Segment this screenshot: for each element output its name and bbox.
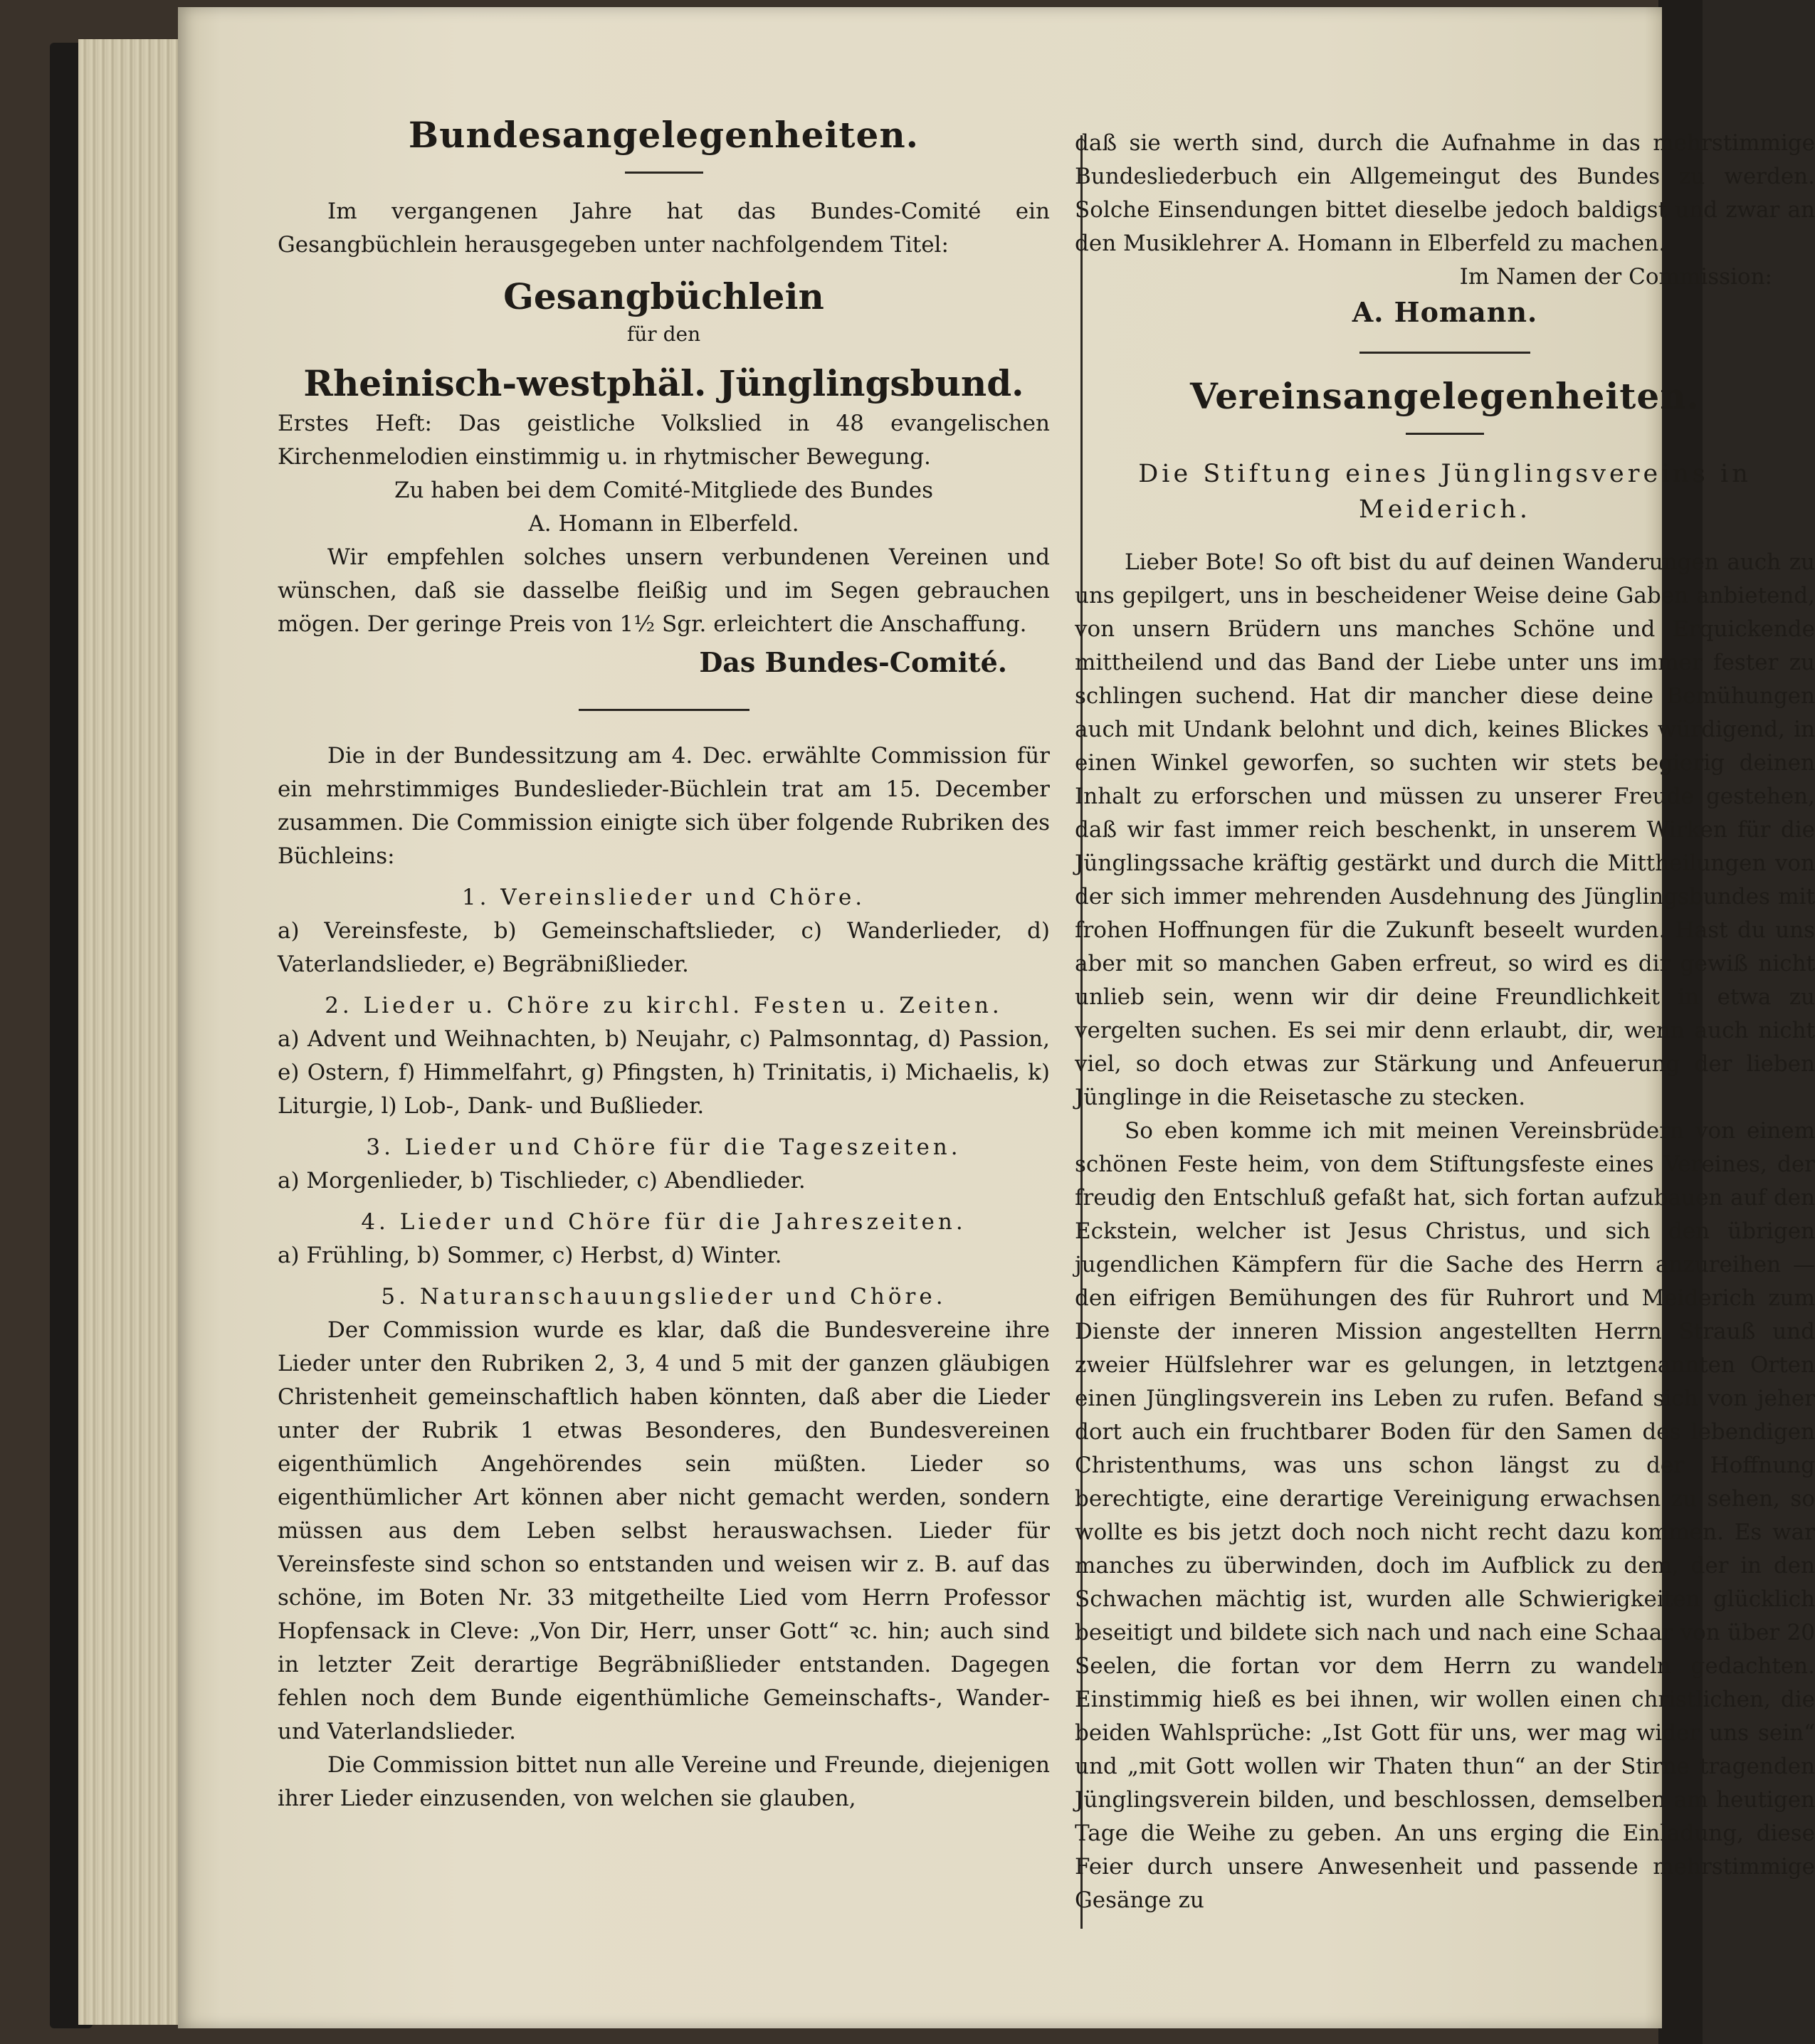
right-column: [1075, 127, 1815, 1917]
im-namen: Im Namen der Commission:: [1459, 264, 1772, 290]
book-title: Gesangbüchlein: [503, 275, 824, 317]
book-homann: A. Homann in Elberfeld.: [528, 511, 799, 537]
rubric-2-body: a) Advent und Weihnachten, b) Neujahr, c) Palmsonntag, d) Passion, e) Ostern, f) Himmelfahrt, g) Pfingsten, h) Trinitatis, i) Michaelis, k) Liturgie, l) Lob-, Dank- und Bußlieder.: [278, 1026, 1050, 1119]
rubric-1-body: a) Vereinsfeste, b) Gemeinschaftslieder, c) Wanderlieder, d) Vaterlandslieder, e) Begräbnißlieder.: [278, 918, 1050, 977]
article-heading: Die Stiftung eines Jünglingsvereins in Meiderich.: [1138, 460, 1752, 524]
intro-paragraph: Im vergangenen Jahre hat das Bundes-Comité ein Gesangbüchlein herausgegeben unter nachfolgendem Titel:: [278, 199, 1050, 258]
book-heft: Erstes Heft: Das geistliche Volkslied in 48 evangelischen Kirchenmelodien einstimmig u. in rhytmischer Bewegung.: [278, 411, 1050, 470]
page-edges: [78, 39, 185, 2025]
clear-paragraph: Der Commission wurde es klar, daß die Bundesvereine ihre Lieder unter den Rubriken 2, 3, 4 und 5 mit der ganzen gläubigen Christenheit gemeinschaftlich haben könnten, daß aber die Lieder unter der Rubrik 1 etwas Besonderes, den Bundesvereinen eigenthümlich Angehörendes sein müßten. Lieder so eigenthümlicher Art können aber nicht gemacht werden, sondern müssen aus dem Leben selbst herauswachsen. Lieder für Vereinsfeste sind schon so entstanden und weisen wir z. B. auf das schöne, im Boten Nr. 33 mitgetheilte Lied vom Herrn Professor Hopfensack in Cleve: „Von Dir, Herr, unser Gott“ ꝛc. hin; auch sind in letzter Zeit derartige Begräbnißlieder entstanden. Dagegen fehlen noch dem Bunde eigenthümliche Gemeinschafts-, Wander- und Vaterlandslieder.: [278, 1317, 1050, 1744]
recommend-paragraph: Wir empfehlen solches unsern verbundenen Vereinen und wünschen, daß sie dasselbe fleißig und im Segen gebrauchen mögen. Der geringe Preis von 1½ Sgr. erleichtert die Anschaffung.: [278, 544, 1050, 637]
section-rule-right: [1359, 352, 1530, 354]
rubric-3-heading: 3. Lieder und Chöre für die Tageszeiten.: [366, 1134, 962, 1160]
section-title-verein: Vereinsangelegenheiten.: [1190, 375, 1700, 417]
rubric-2-heading: 2. Lieder u. Chöre zu kirchl. Festen u. Zeiten.: [325, 993, 1003, 1018]
title-rule: [625, 172, 703, 174]
signature-homann: A. Homann.: [1352, 296, 1538, 328]
book-page: [178, 7, 1815, 2028]
continuation-paragraph: daß sie werth sind, durch die Aufnahme in das mehrstimmige Bundesliederbuch ein Allgemeingut des Bundes zu werden. Solche Einsendungen bittet dieselbe jedoch baldigst und zwar an den Musiklehrer A. Homann in Elberfeld zu machen.: [1075, 130, 1815, 256]
rubric-5-heading: 5. Naturanschauungslieder und Chöre.: [381, 1284, 947, 1310]
book-haben: Zu haben bei dem Comité-Mitgliede des Bundes: [394, 478, 934, 503]
book-bund: Rheinisch-westphäl. Jünglingsbund.: [303, 362, 1024, 404]
signature-comite: Das Bundes-Comité.: [699, 646, 1007, 678]
commission-paragraph: Die in der Bundessitzung am 4. Dec. erwählte Commission für ein mehrstimmiges Bundeslieder-Büchlein trat am 15. December zusammen. Die Commission einigte sich über folgende Rubriken des Büchleins:: [278, 743, 1050, 869]
article-paragraph-1: Lieber Bote! So oft bist du auf deinen Wanderungen auch zu uns gepilgert, uns in bescheidener Weise deine Gaben anbietend, von unsern Brüdern uns manches Schöne und Erquickende mittheilend und das Band der Liebe unter uns immer fester zu schlingen suchend. Hat dir mancher diese deine Bemühungen auch mit Undank belohnt und dich, keines Blickes würdigend, in einen Winkel geworfen, so suchten wir stets begierig deinen Inhalt zu erforschen und müssen zu unserer Freude gestehen, daß wir fast immer reich beschenkt, in unserem Wirken für die Jünglingssache kräftig gestärkt und durch die Mittheilungen von der sich immer mehrenden Ausdehnung des Jünglingsbundes mit frohen Hoffnungen für die Zukunft beseelt wurden. Hast du uns aber mit so manchen Gaben erfreut, so wird es dir gewiß nicht unlieb sein, wenn wir dir deine Freundlichkeit in etwa zu vergelten suchen. Es sei mir denn erlaubt, dir, wenn auch nicht viel, so doch etwas zur Stärkung und Anfeuerung der lieben Jünglinge in die Reisetasche zu stecken.: [1075, 549, 1815, 1110]
section-rule: [579, 709, 749, 711]
title-rule-right: [1406, 433, 1484, 435]
rubric-4-body: a) Frühling, b) Sommer, c) Herbst, d) Winter.: [278, 1243, 782, 1268]
rubric-4-heading: 4. Lieder und Chöre für die Jahreszeiten.: [361, 1209, 967, 1235]
section-title-bund: Bundesangelegenheiten.: [408, 114, 920, 156]
article-paragraph-2: So eben komme ich mit meinen Vereinsbrüdern von einem schönen Feste heim, von dem Stiftungsfeste eines Vereines, der freudig den Entschluß gefaßt hat, sich fortan aufzubauen auf den Eckstein, welcher ist Jesus Christus, und sich den übrigen jugendlichen Kämpfern für die Sache des Herrn anzureihen — den eifrigen Bemühungen des für Ruhrort und Meiderich zum Dienste der inneren Mission angestellten Herrn Strauß und zweier Hülfslehrer war es gelungen, in letztgenannten Orten einen Jünglingsverein ins Leben zu rufen. Befand sich von jeher dort auch ein fruchtbarer Boden für den Samen des lebendigen Christenthums, was uns schon längst zu der Hoffnung berechtigte, eine derartige Vereinigung erwachsen zu sehen, so wollte es bis jetzt doch noch nicht recht dazu kommen. Es war manches zu überwinden, doch im Aufblick zu dem, der in den Schwachen mächtig ist, wurden alle Schwierigkeiten glücklich beseitigt und bildete sich nach und nach eine Schaar von über 20 Seelen, die fortan vor dem Herrn zu wandeln gedachten. Einstimmig hieß es bei ihnen, wir wollen einen christlichen, die beiden Wahlsprüche: „Ist Gott für uns, wer mag wider uns sein“ und „mit Gott wollen wir Thaten thun“ an der Stirne tragenden Jünglingsverein bilden, und beschlossen, demselben am heutigen Tage die Weihe zu geben. An uns erging die Einladung, diese Feier durch unsere Anwesenheit und passende mehrstimmige Gesänge zu: [1075, 1118, 1815, 1913]
rubric-3-body: a) Morgenlieder, b) Tischlieder, c) Abendlieder.: [278, 1168, 806, 1194]
request-paragraph: Die Commission bittet nun alle Vereine und Freunde, diejenigen ihrer Lieder einzusenden, von welchen sie glauben,: [278, 1752, 1050, 1811]
book-fuer: für den: [626, 322, 701, 346]
rubric-1-heading: 1. Vereinslieder und Chöre.: [461, 885, 866, 910]
left-column: [278, 85, 1050, 1816]
